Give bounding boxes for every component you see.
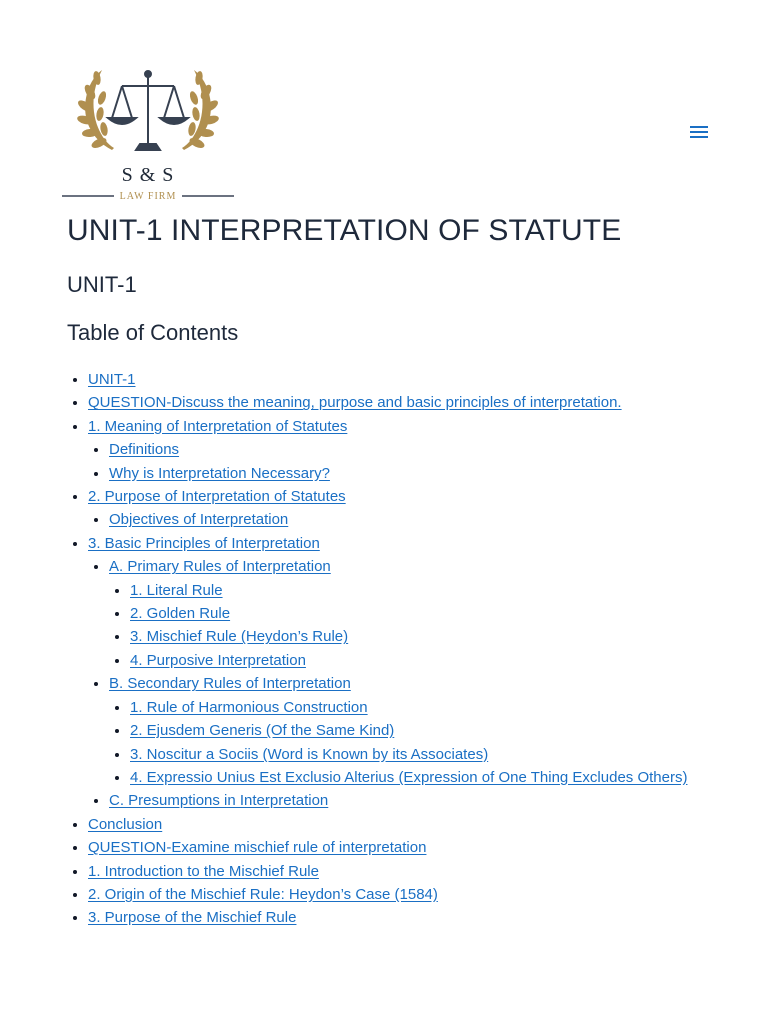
toc-sublist [88, 508, 727, 531]
toc-item [88, 485, 727, 532]
toc-subsubitem [130, 602, 727, 625]
logo-subtitle: LAW FIRM [119, 190, 177, 202]
hamburger-menu-icon [689, 124, 709, 140]
toc-subsubitem [130, 625, 727, 648]
site-logo[interactable] [52, 62, 244, 202]
toc-subitem [109, 438, 727, 461]
toc-subitem [109, 789, 727, 812]
toc-subsubitem [130, 766, 727, 789]
toc-link[interactable]: Why is Interpretation Necessary? [109, 464, 330, 482]
toc-sublist [88, 438, 727, 485]
toc-link[interactable]: Definitions [109, 441, 180, 459]
toc-item [88, 813, 727, 836]
toc-link[interactable]: 1. Meaning of Interpretation of Statutes [88, 417, 348, 435]
toc-item [88, 391, 727, 414]
toc-link[interactable]: 3. Mischief Rule (Heydon’s Rule) [130, 628, 349, 646]
toc-link[interactable]: 3. Noscitur a Sociis (Word is Known by its Associates) [130, 745, 489, 763]
toc-subsubitem [130, 696, 727, 719]
toc-subsubitem [130, 719, 727, 742]
table-of-contents [67, 368, 727, 930]
logo-subtitle-row [52, 190, 244, 202]
toc-link[interactable]: 3. Basic Principles of Interpretation [88, 534, 320, 552]
toc-list [67, 368, 727, 930]
toc-link[interactable]: 1. Rule of Harmonious Construction [130, 698, 368, 716]
toc-subsublist [109, 579, 727, 673]
toc-subsubitem [130, 579, 727, 602]
toc-link[interactable]: QUESTION-Examine mischief rule of interpretation [88, 839, 427, 857]
toc-link[interactable]: 3. Purpose of the Mischief Rule [88, 909, 297, 927]
toc-link[interactable]: 1. Literal Rule [130, 581, 223, 599]
toc-item [88, 860, 727, 883]
logo-divider-right [182, 195, 234, 197]
toc-item [88, 906, 727, 929]
toc-subsubitem [130, 649, 727, 672]
toc-link[interactable]: C. Presumptions in Interpretation [109, 792, 329, 810]
toc-link[interactable]: B. Secondary Rules of Interpretation [109, 675, 351, 693]
page-title: UNIT-1 INTERPRETATION OF STATUTE [67, 214, 622, 247]
section-heading: UNIT-1 [67, 272, 137, 297]
toc-link[interactable]: Objectives of Interpretation [109, 511, 289, 529]
toc-link[interactable]: A. Primary Rules of Interpretation [109, 558, 331, 576]
site-header [0, 0, 768, 210]
toc-link[interactable]: 2. Origin of the Mischief Rule: Heydon’s Case (1584) [88, 885, 438, 903]
logo-divider-left [62, 195, 114, 197]
toc-link[interactable]: 2. Ejusdem Generis (Of the Same Kind) [130, 722, 395, 740]
toc-item [88, 883, 727, 906]
toc-item [88, 836, 727, 859]
toc-link[interactable]: Conclusion [88, 815, 163, 833]
toc-link[interactable]: UNIT-1 [88, 371, 136, 388]
scales-of-justice-icon [52, 62, 244, 166]
toc-link[interactable]: 2. Purpose of Interpretation of Statutes [88, 488, 346, 506]
toc-subsublist [109, 696, 727, 790]
toc-item [88, 415, 727, 485]
toc-link[interactable]: 4. Expressio Unius Est Exclusio Alterius (Expression of One Thing Excludes Others) [130, 768, 688, 786]
toc-subitem [109, 555, 727, 672]
toc-subitem [109, 462, 727, 485]
toc-link[interactable]: QUESTION-Discuss the meaning, purpose and basic principles of interpretation. [88, 394, 622, 412]
toc-link[interactable]: 2. Golden Rule [130, 605, 231, 623]
toc-subitem [109, 508, 727, 531]
toc-link[interactable]: 1. Introduction to the Mischief Rule [88, 862, 319, 880]
toc-sublist [88, 555, 727, 812]
toc-link[interactable]: 4. Purposive Interpretation [130, 651, 306, 669]
toc-item [88, 532, 727, 813]
toc-subitem [109, 672, 727, 789]
logo-name: S & S [121, 164, 175, 186]
menu-button[interactable] [684, 118, 714, 146]
toc-subsubitem [130, 743, 727, 766]
toc-item [88, 368, 727, 391]
toc-heading: Table of Contents [67, 320, 239, 345]
